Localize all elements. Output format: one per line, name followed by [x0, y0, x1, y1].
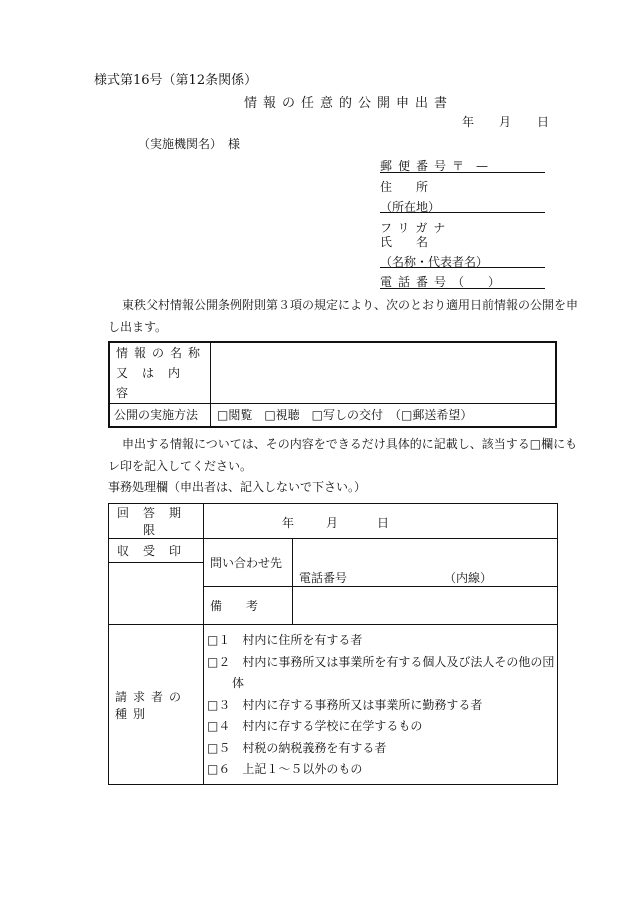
- phone-parens: （ ）: [452, 275, 501, 289]
- name-underline: [380, 267, 545, 268]
- postal-underline: [380, 172, 545, 173]
- postal-mark: 〒 —: [452, 159, 489, 173]
- inquiry-cell[interactable]: [293, 539, 558, 587]
- postal-label: 郵便番号: [380, 159, 453, 173]
- reply-deadline-label: 回答期限: [109, 504, 204, 539]
- requester-type-2[interactable]: □２ 村内に事務所又は事業所を有する個人及び法人その他の団: [207, 655, 555, 669]
- note-line-1: 申出する情報については、その内容をできるだけ具体的に記載し、該当する□欄にも: [122, 437, 578, 451]
- name-sub: （名称・代表者名）: [380, 255, 489, 269]
- office-heading: 事務処理欄（申出者は、記入しないで下さい。）: [108, 480, 367, 494]
- inquiry-extension-label: （内線）: [444, 571, 493, 585]
- remarks-label: 備 考: [204, 587, 293, 625]
- info-name-label-2: 又は内容: [116, 366, 195, 400]
- requester-type-5[interactable]: □５ 村税の納税義務を有する者: [207, 741, 387, 755]
- info-name-label-1: 情報の名称: [116, 346, 207, 360]
- reply-deadline-cell[interactable]: [204, 504, 558, 539]
- requester-type-1[interactable]: □１ 村内に住所を有する者: [207, 633, 363, 647]
- remarks-cell[interactable]: [293, 587, 558, 625]
- note-line-2: レ印を記入してください。: [108, 459, 253, 473]
- phone-underline: [380, 288, 545, 289]
- name-label: 氏 名: [380, 235, 429, 249]
- furigana-label: フリガナ: [380, 221, 452, 235]
- method-options[interactable]: □閲覧 □視聴 □写しの交付 （□郵送希望）: [211, 404, 557, 427]
- date-month: 月: [499, 115, 512, 129]
- reply-month: 月: [326, 516, 339, 530]
- date-year: 年: [462, 115, 475, 129]
- inquiry-phone-label: 電話番号: [299, 571, 348, 585]
- address-underline: [380, 212, 545, 213]
- requester-type-2-cont: 体: [232, 676, 245, 690]
- address-sub: （所在地）: [380, 200, 441, 214]
- reply-day: 日: [377, 516, 390, 530]
- intro-line-1: 東秩父村情報公開条例附則第３項の規定により、次のとおり適用日前情報の公開を申: [122, 298, 579, 312]
- requester-type-label: 請求者の種別: [109, 625, 204, 785]
- info-table: [108, 341, 557, 428]
- info-name-input[interactable]: [211, 342, 557, 404]
- address-label: 住 所: [380, 180, 429, 194]
- addressee: （実施機関名） 様: [138, 137, 241, 151]
- requester-type-4[interactable]: □４ 村内に存する学校に在学するもの: [207, 719, 423, 733]
- form-number: 様式第16号（第12条関係）: [94, 73, 258, 88]
- info-name-label-cell: [109, 342, 211, 404]
- requester-type-3[interactable]: □３ 村内に存する事務所又は事業所に勤務する者: [207, 698, 483, 712]
- phone-label: 電話番号: [380, 275, 453, 289]
- received-stamp-label: 収受印: [109, 539, 204, 563]
- form-title: 情報の任意的公開申出書: [244, 96, 454, 111]
- date-day: 日: [537, 115, 550, 129]
- received-stamp-box: [109, 563, 204, 625]
- inquiry-label: 問い合わせ先: [204, 539, 293, 587]
- reply-year: 年: [282, 516, 295, 530]
- requester-type-6[interactable]: □６ 上記１～５以外のもの: [207, 762, 363, 776]
- method-label: 公開の実施方法: [109, 404, 211, 427]
- intro-line-2: し出ます。: [108, 320, 168, 334]
